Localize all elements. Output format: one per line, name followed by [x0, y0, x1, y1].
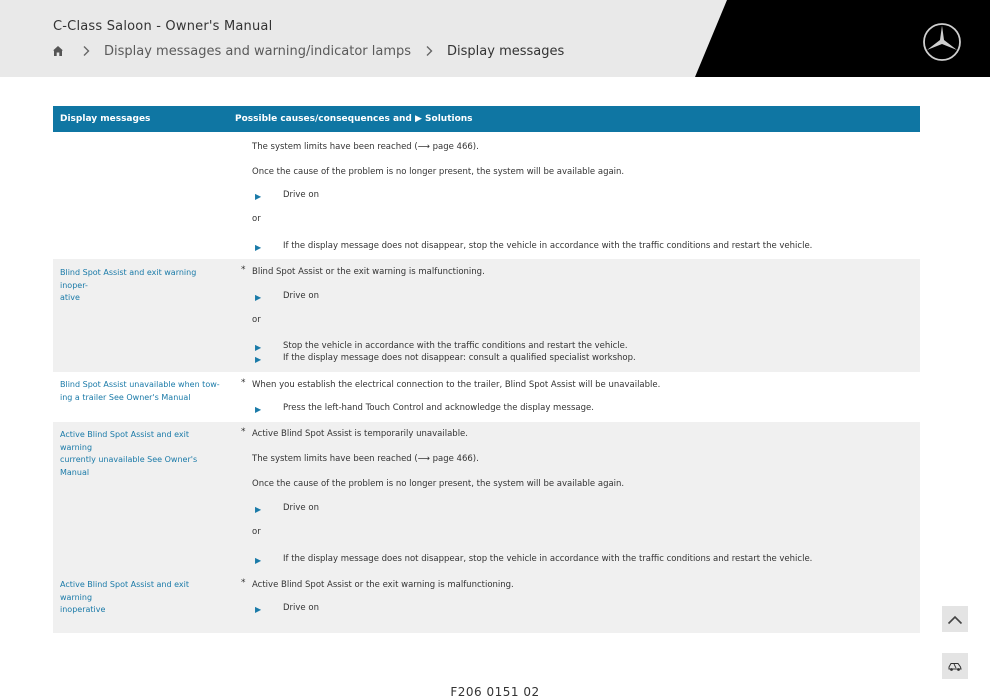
column-header-display-messages: Display messages: [60, 114, 151, 124]
chevron-up-icon: [947, 610, 963, 629]
arrow-right-icon: ▶: [255, 192, 262, 201]
arrow-right-icon: ▶: [255, 355, 262, 364]
solution-text: Drive on: [283, 603, 319, 613]
solution-text: Drive on: [283, 503, 319, 513]
scroll-to-top-button[interactable]: [942, 606, 968, 632]
breadcrumb-item[interactable]: Display messages and warning/indicator lamps: [104, 43, 412, 59]
bullet-mark: *: [241, 427, 246, 437]
table-row: [53, 259, 920, 372]
solution-text: If the display message does not disappear, stop the vehicle in accordance with the traffic conditions and restart the vehicle.: [283, 554, 813, 564]
display-message-label: Active Blind Spot Assist and exit warning inoperative: [60, 580, 189, 614]
display-messages-table: [53, 106, 920, 633]
bullet-mark: *: [241, 578, 246, 588]
breadcrumb-item-current: Display messages: [447, 43, 565, 59]
display-message-label: Blind Spot Assist and exit warning inoper- ative: [60, 268, 197, 302]
display-message-label: Blind Spot Assist unavailable when tow- ing a trailer See Owner's Manual: [60, 380, 220, 402]
home-icon[interactable]: [52, 45, 64, 57]
bullet-mark: *: [241, 378, 246, 388]
row-text: The system limits have been reached (⟶ page 466).: [252, 454, 479, 464]
table-row: [53, 422, 920, 572]
row-text: Blind Spot Assist or the exit warning is malfunctioning.: [252, 267, 485, 277]
table-row: [53, 132, 920, 259]
row-text: When you establish the electrical connection to the trailer, Blind Spot Assist will be unavailable.: [252, 380, 661, 390]
header-bar: [0, 0, 990, 77]
or-text: or: [252, 315, 261, 325]
arrow-right-icon: ▶: [255, 505, 262, 514]
row-text: Active Blind Spot Assist or the exit warning is malfunctioning.: [252, 580, 514, 590]
table-row: [53, 372, 920, 422]
display-message-label: Active Blind Spot Assist and exit warning currently unavailable See Owner's Manual: [60, 430, 198, 477]
bullet-mark: *: [241, 265, 246, 275]
arrow-right-icon: ▶: [255, 243, 262, 252]
row-text: Active Blind Spot Assist is temporarily unavailable.: [252, 429, 468, 439]
row-text: Once the cause of the problem is no longer present, the system will be available again.: [252, 479, 625, 489]
solution-text: Drive on: [283, 291, 319, 301]
table-header: [53, 106, 920, 132]
row-text: Once the cause of the problem is no longer present, the system will be available again.: [252, 167, 625, 177]
table-row: [53, 572, 920, 633]
or-text: or: [252, 527, 261, 537]
solution-text: If the display message does not disappear: consult a qualified specialist workshop.: [283, 353, 636, 363]
page-title: C-Class Saloon - Owner's Manual: [53, 19, 273, 34]
solution-text: Press the left-hand Touch Control and acknowledge the display message.: [283, 403, 594, 413]
solution-text: Drive on: [283, 190, 319, 200]
or-text: or: [252, 214, 261, 224]
car-eco-icon: [947, 657, 963, 676]
row-text: The system limits have been reached (⟶ page 466).: [252, 142, 479, 152]
column-header-causes-solutions: Possible causes/consequences and ▶ Solutions: [235, 114, 473, 124]
mercedes-star-logo: [922, 22, 962, 62]
solution-text: If the display message does not disappear, stop the vehicle in accordance with the traffic conditions and restart the vehicle.: [283, 241, 813, 251]
chevron-right-icon: [425, 45, 433, 57]
arrow-right-icon: ▶: [255, 556, 262, 565]
figure-code: F206 0151 02: [450, 685, 540, 699]
arrow-right-icon: ▶: [255, 605, 262, 614]
eco-mode-button[interactable]: [942, 653, 968, 679]
solution-text: Stop the vehicle in accordance with the traffic conditions and restart the vehicle.: [283, 341, 628, 351]
arrow-right-icon: ▶: [255, 293, 262, 302]
breadcrumb: [52, 42, 564, 60]
arrow-right-icon: ▶: [255, 343, 262, 352]
arrow-right-icon: ▶: [255, 405, 262, 414]
chevron-right-icon: [82, 45, 90, 57]
